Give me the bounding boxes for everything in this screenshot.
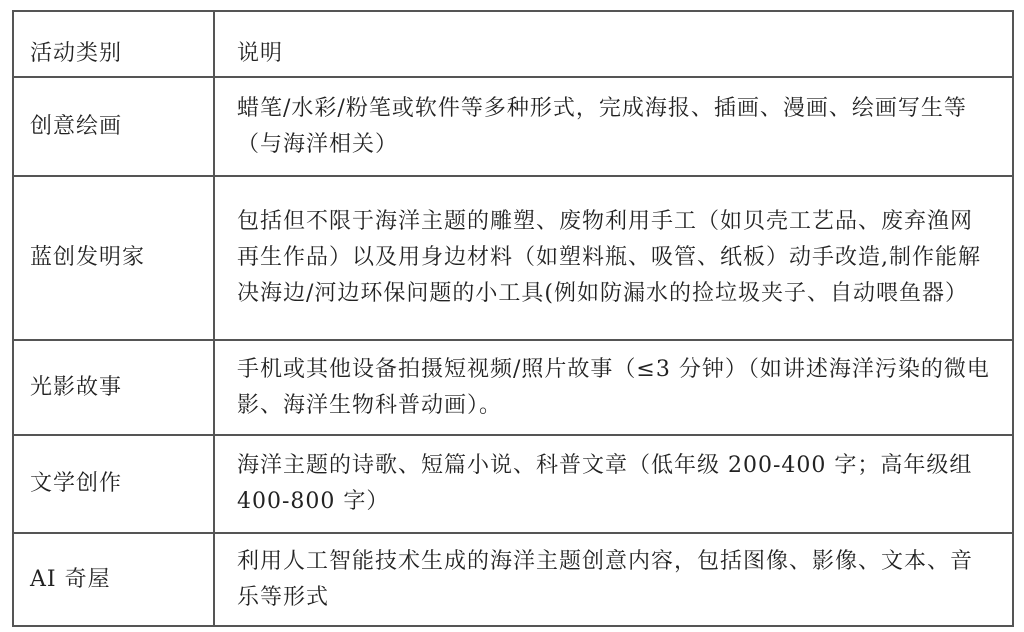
row-description: 海洋主题的诗歌、短篇小说、科普文章（低年级 200-400 字；高年级组 400-800 字）	[214, 435, 1013, 533]
activity-table	[12, 10, 1014, 627]
table-row	[13, 435, 1013, 533]
row-description: 手机或其他设备拍摄短视频/照片故事（≤3 分钟）（如讲述海洋污染的微电影、海洋生物科普动画）。	[214, 340, 1013, 435]
table-row	[13, 340, 1013, 435]
table-header-row	[13, 11, 1013, 77]
row-description: 蜡笔/水彩/粉笔或软件等多种形式，完成海报、插画、漫画、绘画写生等（与海洋相关）	[214, 77, 1013, 176]
header-description: 说明	[214, 11, 1013, 77]
row-category: AI 奇屋	[13, 533, 214, 626]
row-description: 利用人工智能技术生成的海洋主题创意内容，包括图像、影像、文本、音乐等形式	[214, 533, 1013, 626]
row-category: 创意绘画	[13, 77, 214, 176]
activity-table-container	[12, 10, 1012, 627]
row-category: 光影故事	[13, 340, 214, 435]
table-row	[13, 77, 1013, 176]
header-category: 活动类别	[13, 11, 214, 77]
row-category: 蓝创发明家	[13, 176, 214, 340]
table-row	[13, 533, 1013, 626]
row-category: 文学创作	[13, 435, 214, 533]
row-description: 包括但不限于海洋主题的雕塑、废物利用手工（如贝壳工艺品、废弃渔网再生作品）以及用身边材料（如塑料瓶、吸管、纸板）动手改造,制作能解决海边/河边环保问题的小工具(例如防漏水的捡垃圾夹子、自动喂鱼器）	[214, 176, 1013, 340]
table-row	[13, 176, 1013, 340]
